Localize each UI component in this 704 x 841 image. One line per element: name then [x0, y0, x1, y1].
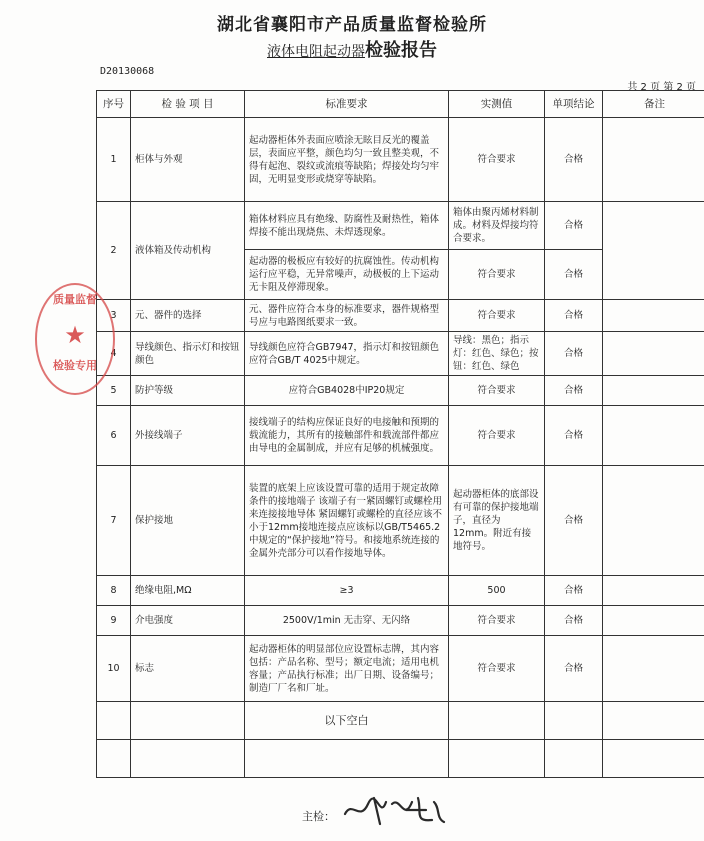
cell-remark — [603, 406, 704, 466]
table-header-row — [97, 91, 704, 118]
cell-result: 合格 — [545, 376, 603, 406]
cell-no: 10 — [97, 636, 131, 702]
table-row — [97, 376, 704, 406]
stamp-top-text: 质量监督 — [53, 293, 97, 306]
cell-no: 7 — [97, 466, 131, 576]
cell-requirement: ≥3 — [245, 576, 449, 606]
cell-requirement: 应符合GB4028中IP20规定 — [245, 376, 449, 406]
header-remark: 备注 — [603, 91, 704, 118]
blank-cell — [131, 702, 245, 740]
cell-measured: 符合要求 — [449, 300, 545, 332]
cell-result: 合格 — [545, 250, 603, 300]
table-row — [97, 300, 704, 332]
cell-requirement: 起动器的极板应有较好的抗腐蚀性。传动机构运行应平稳，无异常噪声，动极板的上下运动无卡阻及停滞现象。 — [245, 250, 449, 300]
cell-item: 标志 — [131, 636, 245, 702]
page-info: 共 2 页 第 2 页 — [627, 82, 696, 93]
document-number: D20130068 — [100, 66, 155, 77]
report-title — [0, 36, 704, 62]
institute-title: 湖北省襄阳市产品质量监督检验所 — [217, 15, 487, 35]
cell-item: 外接线端子 — [131, 406, 245, 466]
cell-no: 3 — [97, 300, 131, 332]
cell-no: 2 — [97, 202, 131, 300]
cell-no: 5 — [97, 376, 131, 406]
header-requirement: 标准要求 — [245, 91, 449, 118]
blank-cell — [449, 740, 545, 778]
cell-item: 柜体与外观 — [131, 118, 245, 202]
cell-item: 导线颜色、指示灯和按钮颜色 — [131, 332, 245, 376]
cell-requirement: 箱体材料应具有绝缘、防腐性及耐热性，箱体焊接不能出现烧焦、未焊透现象。 — [245, 202, 449, 250]
cell-result: 合格 — [545, 118, 603, 202]
cell-no: 4 — [97, 332, 131, 376]
blank-cell — [245, 740, 449, 778]
cell-requirement: 2500V/1min 无击穿、无闪络 — [245, 606, 449, 636]
cell-remark — [603, 576, 704, 606]
table-row — [97, 332, 704, 376]
blank-cell — [449, 702, 545, 740]
cell-item: 介电强度 — [131, 606, 245, 636]
inspector-label: 主检： — [302, 810, 335, 823]
table-row-blank — [97, 702, 704, 740]
cell-requirement: 导线颜色应符合GB7947，指示灯和按钮颜色应符合GB/T 4025中规定。 — [245, 332, 449, 376]
cell-item: 防护等级 — [131, 376, 245, 406]
cell-remark — [603, 376, 704, 406]
cell-result: 合格 — [545, 406, 603, 466]
cell-item: 保护接地 — [131, 466, 245, 576]
cell-remark — [603, 202, 704, 300]
cell-no: 9 — [97, 606, 131, 636]
cell-item: 液体箱及传动机构 — [131, 202, 245, 300]
cell-requirement: 装置的底架上应该设置可靠的适用于规定故障条件的接地端子 该端子有一紧固螺钉或螺栓用来连接接地导体 紧固螺钉或螺栓的直径应该不小于12mm接地连接点应该标以GB/T5465.2中规定的“保护接地”符号。和接地系统连接的金属外壳部分可以看作接地导体。 — [245, 466, 449, 576]
table-row — [97, 118, 704, 202]
cell-remark — [603, 606, 704, 636]
cell-remark — [603, 636, 704, 702]
stamp-bottom-text: 检验专用 — [53, 359, 97, 372]
cell-measured: 符合要求 — [449, 606, 545, 636]
header-item: 检 验 项 目 — [131, 91, 245, 118]
report-title-text: 检验报告 — [365, 40, 437, 61]
cell-requirement: 接线端子的结构应保证良好的电接触和预期的载流能力，其所有的接触部件和载流部件都应由导电的金属制成，并应有足够的机械强度。 — [245, 406, 449, 466]
cell-measured: 符合要求 — [449, 118, 545, 202]
cell-remark — [603, 300, 704, 332]
cell-remark — [603, 118, 704, 202]
cell-result: 合格 — [545, 300, 603, 332]
cell-measured: 导线：黑色；指示灯：红色、绿色；按钮：红色、绿色 — [449, 332, 545, 376]
cell-measured: 起动器柜体的底部设有可靠的保护接地端子，直径为12mm。附近有接地符号。 — [449, 466, 545, 576]
header-result: 单项结论 — [545, 91, 603, 118]
handwritten-signature — [340, 792, 450, 828]
cell-item: 绝缘电阻,MΩ — [131, 576, 245, 606]
cell-measured: 符合要求 — [449, 636, 545, 702]
cell-no: 1 — [97, 118, 131, 202]
blank-cell — [97, 702, 131, 740]
product-name: 液体电阻起动器 — [267, 44, 365, 60]
table-row — [97, 466, 704, 576]
table-row — [97, 406, 704, 466]
cell-requirement: 起动器柜体的明显部位应设置标志牌，其内容包括：产品名称、型号；额定电流；适用电机容量；产品执行标准；出厂日期、设备编号；制造厂厂名和厂址。 — [245, 636, 449, 702]
cell-result: 合格 — [545, 606, 603, 636]
header-measured: 实测值 — [449, 91, 545, 118]
cell-result: 合格 — [545, 576, 603, 606]
cell-measured: 箱体由聚丙烯材料制成。材料及焊接均符合要求。 — [449, 202, 545, 250]
blank-cell — [131, 740, 245, 778]
cell-no: 8 — [97, 576, 131, 606]
cell-measured: 500 — [449, 576, 545, 606]
star-icon: ★ — [64, 321, 86, 349]
cell-no: 6 — [97, 406, 131, 466]
cell-result: 合格 — [545, 636, 603, 702]
table-row-blank — [97, 740, 704, 778]
table-row — [97, 606, 704, 636]
blank-marker: 以下空白 — [245, 702, 449, 740]
cell-result: 合格 — [545, 202, 603, 250]
cell-remark — [603, 466, 704, 576]
cell-result: 合格 — [545, 332, 603, 376]
blank-cell — [545, 740, 603, 778]
blank-cell — [603, 740, 704, 778]
table-row — [97, 636, 704, 702]
cell-measured: 符合要求 — [449, 250, 545, 300]
cell-item: 元、器件的选择 — [131, 300, 245, 332]
cell-remark — [603, 332, 704, 376]
cell-result: 合格 — [545, 466, 603, 576]
cell-requirement: 元、器件应符合本身的标准要求，器件规格型号应与电路图纸要求一致。 — [245, 300, 449, 332]
blank-cell — [603, 702, 704, 740]
inspection-table — [96, 90, 704, 778]
table-row — [97, 576, 704, 606]
cell-measured: 符合要求 — [449, 376, 545, 406]
cell-measured: 符合要求 — [449, 406, 545, 466]
table-row — [97, 202, 704, 250]
blank-cell — [97, 740, 131, 778]
official-seal-stamp — [35, 283, 115, 395]
header-no: 序号 — [97, 91, 131, 118]
blank-cell — [545, 702, 603, 740]
cell-requirement: 起动器柜体外表面应喷涂无眩目反光的覆盖层，表面应平整，颜色均匀一致且整美观，不得有起泡、裂纹或流痕等缺陷；焊接处均匀牢固，无明显变形或烧穿等缺陷。 — [245, 118, 449, 202]
